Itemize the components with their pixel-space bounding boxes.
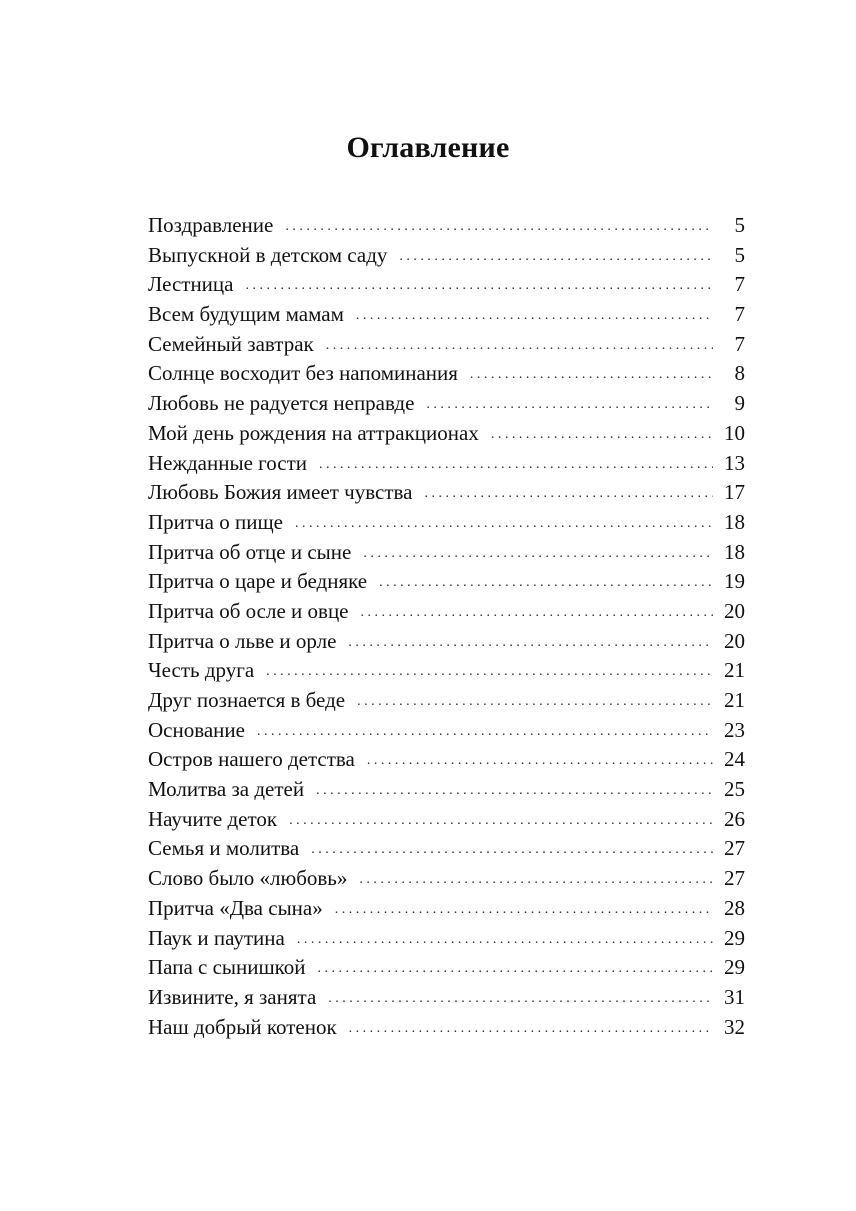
toc-entry-page-number: 18 <box>724 539 745 564</box>
dot-leader <box>257 717 713 747</box>
toc-entry-title: Остров нашего детства <box>148 747 355 772</box>
toc-entry <box>148 627 745 657</box>
toc-entry-page-number: 7 <box>734 272 745 297</box>
dot-leader <box>245 271 713 301</box>
toc-entry <box>148 805 745 835</box>
toc-entry-page-number: 10 <box>724 420 745 445</box>
dot-leader <box>399 242 713 272</box>
toc-entry <box>148 597 745 627</box>
dot-leader <box>316 776 713 806</box>
toc-entry-title: Научите деток <box>148 806 278 831</box>
toc-entry-page-number: 27 <box>724 866 745 891</box>
toc-entry-title: Притча о царе и бедняке <box>148 569 368 594</box>
toc-entry-title: Мой день рождения на аттракционах <box>148 420 479 445</box>
table-of-contents <box>148 211 745 1042</box>
toc-entry-page-number: 21 <box>724 658 745 683</box>
toc-entry-title: Выпускной в детском саду <box>148 242 388 267</box>
toc-entry-page-number: 5 <box>734 242 745 267</box>
dot-leader <box>357 687 713 717</box>
dot-leader <box>295 509 713 539</box>
toc-entry-page-number: 7 <box>734 302 745 327</box>
dot-leader <box>328 984 713 1014</box>
toc-entry <box>148 449 745 479</box>
toc-entry-page-number: 8 <box>734 361 745 386</box>
toc-entry <box>148 1013 745 1043</box>
toc-entry-title: Притча о пище <box>148 509 283 534</box>
toc-entry-title: Притча о льве и орле <box>148 628 337 653</box>
toc-entry-title: Солнце восходит без напоминания <box>148 361 458 386</box>
toc-entry <box>148 656 745 686</box>
toc-entry-title: Лестница <box>148 272 234 297</box>
toc-entry-title: Любовь Божия имеет чувства <box>148 480 413 505</box>
toc-entry-page-number: 31 <box>724 984 745 1009</box>
toc-entry <box>148 478 745 508</box>
toc-entry-page-number: 29 <box>724 925 745 950</box>
dot-leader <box>289 806 713 836</box>
toc-entry <box>148 864 745 894</box>
toc-entry-page-number: 17 <box>724 480 745 505</box>
toc-entry <box>148 359 745 389</box>
toc-entry-page-number: 32 <box>724 1014 745 1039</box>
dot-leader <box>379 568 713 598</box>
toc-entry-title: Извините, я занята <box>148 984 317 1009</box>
toc-entry-title: Слово было «любовь» <box>148 866 348 891</box>
toc-entry-title: Нежданные гости <box>148 450 308 475</box>
toc-entry-title: Молитва за детей <box>148 777 305 802</box>
toc-entry-title: Папа с сынишкой <box>148 955 306 980</box>
toc-entry-title: Друг познается в беде <box>148 688 346 712</box>
toc-entry-title: Любовь не радуется неправде <box>148 391 415 416</box>
toc-entry-title: Основание <box>148 717 245 742</box>
toc-entry <box>148 775 745 805</box>
toc-entry-title: Семейный завтрак <box>148 331 314 356</box>
toc-entry-title: Наш добрый котенок <box>148 1014 337 1039</box>
toc-entry-page-number: 27 <box>724 836 745 861</box>
dot-leader <box>311 835 713 865</box>
toc-entry-title: Семья и молитва <box>148 836 300 861</box>
dot-leader <box>326 331 713 361</box>
dot-leader <box>319 450 713 480</box>
dot-leader <box>348 628 713 658</box>
toc-entry-page-number: 23 <box>724 717 745 742</box>
toc-entry-page-number: 5 <box>734 213 745 237</box>
dot-leader <box>356 301 713 331</box>
toc-entry <box>148 745 745 775</box>
dot-leader <box>297 925 713 955</box>
toc-entry-page-number: 20 <box>724 628 745 653</box>
toc-entry-title: Притча об отце и сыне <box>148 539 352 564</box>
toc-entry-page-number: 28 <box>724 895 745 920</box>
toc-entry <box>148 330 745 360</box>
toc-entry <box>148 716 745 746</box>
toc-entry-page-number: 19 <box>724 569 745 594</box>
toc-entry <box>148 953 745 983</box>
dot-leader <box>361 598 713 628</box>
toc-entry <box>148 389 745 419</box>
toc-entry <box>148 924 745 954</box>
toc-entry <box>148 508 745 538</box>
dot-leader <box>335 895 713 925</box>
dot-leader <box>470 360 713 390</box>
toc-entry-page-number: 26 <box>724 806 745 831</box>
toc-entry-page-number: 13 <box>724 450 745 475</box>
toc-entry-page-number: 18 <box>724 509 745 534</box>
toc-entry <box>148 419 745 449</box>
dot-leader <box>359 865 713 895</box>
toc-entry <box>148 270 745 300</box>
toc-entry-title: Притча об осле и овце <box>148 598 349 623</box>
toc-entry-page-number: 9 <box>734 391 745 416</box>
toc-entry <box>148 211 745 241</box>
toc-entry-title: Поздравление <box>148 213 274 237</box>
page-title: Оглавление <box>346 131 510 165</box>
toc-entry-page-number: 21 <box>724 688 745 712</box>
toc-entry-page-number: 25 <box>724 777 745 802</box>
toc-entry-page-number: 20 <box>724 598 745 623</box>
toc-entry <box>148 300 745 330</box>
toc-entry-title: Паук и паутина <box>148 925 285 950</box>
toc-entry-page-number: 7 <box>734 331 745 356</box>
dot-leader <box>424 479 713 509</box>
toc-entry-title: Всем будущим мамам <box>148 302 344 327</box>
toc-entry-page-number: 29 <box>724 955 745 980</box>
dot-leader <box>318 954 713 984</box>
toc-entry-page-number: 24 <box>724 747 745 772</box>
toc-entry <box>148 686 745 716</box>
dot-leader <box>367 746 713 776</box>
toc-entry-title: Притча «Два сына» <box>148 895 323 920</box>
toc-entry <box>148 538 745 568</box>
dot-leader <box>491 420 713 450</box>
dot-leader <box>266 657 713 687</box>
toc-entry-title: Честь друга <box>148 658 255 683</box>
toc-entry <box>148 894 745 924</box>
toc-entry <box>148 983 745 1013</box>
toc-entry <box>148 241 745 271</box>
dot-leader <box>426 390 713 420</box>
dot-leader <box>349 1014 713 1044</box>
toc-entry <box>148 834 745 864</box>
dot-leader <box>363 539 713 569</box>
dot-leader <box>285 212 713 242</box>
toc-entry <box>148 567 745 597</box>
